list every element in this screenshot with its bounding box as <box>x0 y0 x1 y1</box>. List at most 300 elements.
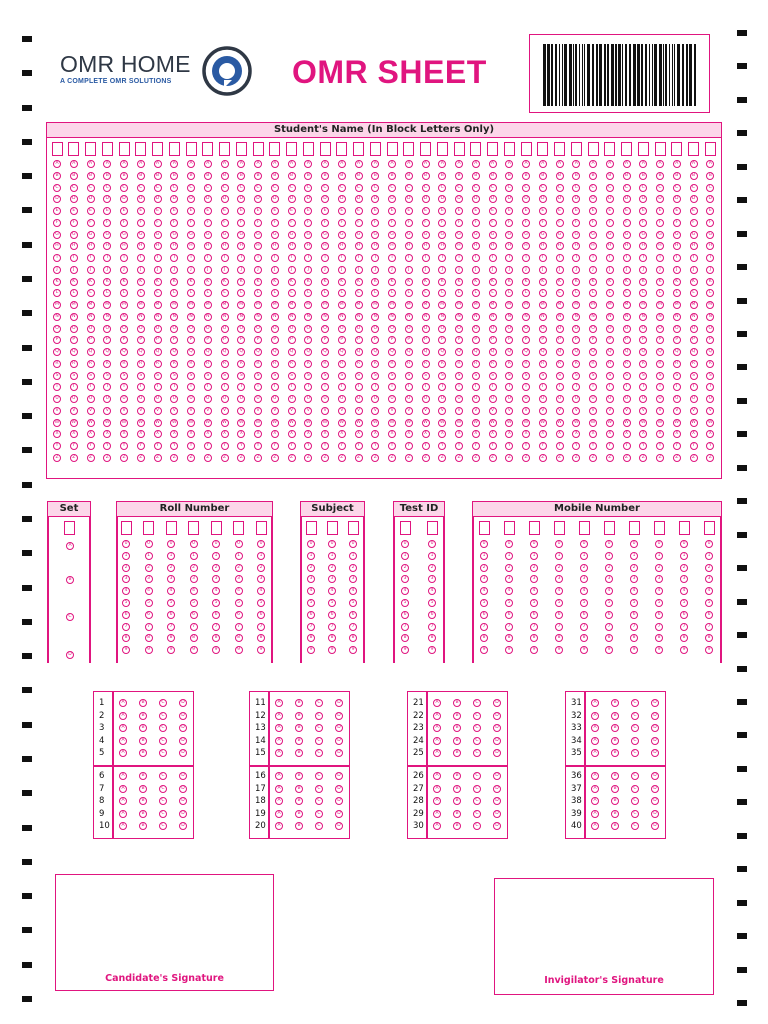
name-bubble-W[interactable]: W <box>255 419 261 425</box>
name-bubble-F[interactable]: F <box>656 219 664 227</box>
name-bubble-O[interactable]: O <box>690 325 698 333</box>
roll-bubble-9[interactable]: 9 <box>212 646 220 654</box>
name-bubble-P[interactable]: P <box>673 336 681 344</box>
answer-bubble-C[interactable]: C <box>473 749 481 757</box>
answer-bubble-A[interactable]: A <box>591 797 599 805</box>
name-bubble-F[interactable]: F <box>388 219 396 227</box>
answer-bubble-B[interactable]: B <box>611 797 619 805</box>
name-bubble-I[interactable]: I <box>53 254 61 262</box>
name-bubble-L[interactable]: L <box>371 289 379 297</box>
name-bubble-F[interactable]: F <box>505 219 513 227</box>
name-bubble-Q[interactable]: Q <box>53 348 61 356</box>
answer-bubble-C[interactable]: C <box>473 712 481 720</box>
name-bubble-R[interactable]: R <box>388 360 396 368</box>
name-bubble-Q[interactable]: Q <box>304 348 312 356</box>
name-bubble-Y[interactable]: Y <box>355 442 363 450</box>
name-bubble-J[interactable]: J <box>405 266 413 274</box>
name-bubble-Q[interactable]: Q <box>539 348 547 356</box>
name-bubble-P[interactable]: P <box>321 336 329 344</box>
mobile-bubble-4[interactable]: 4 <box>580 587 588 595</box>
subject-bubble-9[interactable]: 9 <box>307 646 315 654</box>
name-bubble-B[interactable]: B <box>321 172 329 180</box>
name-bubble-O[interactable]: O <box>288 325 296 333</box>
name-bubble-A[interactable]: A <box>539 160 547 168</box>
subject-bubble-0[interactable]: 0 <box>328 540 336 548</box>
name-bubble-N[interactable]: N <box>254 313 262 321</box>
name-bubble-D[interactable]: D <box>706 195 714 203</box>
name-bubble-I[interactable]: I <box>690 254 698 262</box>
name-bubble-T[interactable]: T <box>706 383 714 391</box>
name-bubble-T[interactable]: T <box>288 383 296 391</box>
name-bubble-V[interactable]: V <box>556 407 564 415</box>
name-bubble-P[interactable]: P <box>556 336 564 344</box>
name-bubble-N[interactable]: N <box>371 313 379 321</box>
name-bubble-F[interactable]: F <box>472 219 480 227</box>
answer-bubble-D[interactable]: D <box>335 772 343 780</box>
name-bubble-P[interactable]: P <box>405 336 413 344</box>
set-bubble-B[interactable]: B <box>66 576 74 584</box>
name-bubble-P[interactable]: P <box>204 336 212 344</box>
name-bubble-P[interactable]: P <box>137 336 145 344</box>
answer-bubble-A[interactable]: A <box>119 737 127 745</box>
name-bubble-N[interactable]: N <box>505 313 513 321</box>
name-bubble-C[interactable]: C <box>606 184 614 192</box>
name-bubble-N[interactable]: N <box>455 313 463 321</box>
name-bubble-F[interactable]: F <box>70 219 78 227</box>
name-bubble-P[interactable]: P <box>706 336 714 344</box>
name-bubble-E[interactable]: E <box>656 207 664 215</box>
answer-bubble-D[interactable]: D <box>651 737 659 745</box>
name-bubble-E[interactable]: E <box>371 207 379 215</box>
name-bubble-W[interactable]: W <box>708 419 713 425</box>
name-bubble-O[interactable]: O <box>472 325 480 333</box>
answer-bubble-A[interactable]: A <box>275 785 283 793</box>
roll-bubble-9[interactable]: 9 <box>145 646 153 654</box>
name-bubble-H[interactable]: H <box>254 242 262 250</box>
name-bubble-I[interactable]: I <box>137 254 145 262</box>
subject-bubble-6[interactable]: 6 <box>328 611 336 619</box>
name-bubble-A[interactable]: A <box>338 160 346 168</box>
name-bubble-D[interactable]: D <box>103 195 111 203</box>
name-bubble-W[interactable]: W <box>456 419 462 425</box>
name-bubble-Z[interactable]: Z <box>606 454 614 462</box>
name-bubble-A[interactable]: A <box>70 160 78 168</box>
answer-bubble-A[interactable]: A <box>433 737 441 745</box>
name-bubble-Q[interactable]: Q <box>271 348 279 356</box>
name-bubble-V[interactable]: V <box>438 407 446 415</box>
name-bubble-V[interactable]: V <box>673 407 681 415</box>
name-bubble-F[interactable]: F <box>606 219 614 227</box>
name-bubble-X[interactable]: X <box>154 430 162 438</box>
name-letter-box[interactable] <box>303 142 314 156</box>
name-bubble-T[interactable]: T <box>70 383 78 391</box>
name-bubble-Q[interactable]: Q <box>355 348 363 356</box>
name-bubble-F[interactable]: F <box>304 219 312 227</box>
name-bubble-A[interactable]: A <box>639 160 647 168</box>
name-bubble-M[interactable]: M <box>271 301 279 309</box>
name-bubble-N[interactable]: N <box>103 313 111 321</box>
name-bubble-F[interactable]: F <box>522 219 530 227</box>
name-bubble-E[interactable]: E <box>556 207 564 215</box>
name-bubble-U[interactable]: U <box>405 395 413 403</box>
name-bubble-T[interactable]: T <box>237 383 245 391</box>
mobile-box[interactable] <box>704 521 715 535</box>
name-bubble-E[interactable]: E <box>237 207 245 215</box>
answer-bubble-C[interactable]: C <box>315 797 323 805</box>
name-bubble-J[interactable]: J <box>288 266 296 274</box>
name-bubble-X[interactable]: X <box>221 430 229 438</box>
name-bubble-B[interactable]: B <box>254 172 262 180</box>
name-bubble-U[interactable]: U <box>606 395 614 403</box>
answer-bubble-C[interactable]: C <box>631 810 639 818</box>
name-bubble-D[interactable]: D <box>505 195 513 203</box>
name-bubble-I[interactable]: I <box>237 254 245 262</box>
name-bubble-G[interactable]: G <box>639 231 647 239</box>
name-bubble-W[interactable]: W <box>71 419 76 425</box>
name-bubble-M[interactable]: M <box>371 301 379 309</box>
name-bubble-M[interactable]: M <box>572 301 580 309</box>
name-bubble-K[interactable]: K <box>170 278 178 286</box>
name-bubble-J[interactable]: J <box>489 266 497 274</box>
name-bubble-Q[interactable]: Q <box>639 348 647 356</box>
name-bubble-K[interactable]: K <box>639 278 647 286</box>
mobile-bubble-9[interactable]: 9 <box>630 646 638 654</box>
name-bubble-X[interactable]: X <box>589 430 597 438</box>
name-bubble-J[interactable]: J <box>237 266 245 274</box>
name-bubble-M[interactable]: M <box>53 301 61 309</box>
mobile-bubble-6[interactable]: 6 <box>605 611 613 619</box>
name-bubble-A[interactable]: A <box>522 160 530 168</box>
name-bubble-X[interactable]: X <box>254 430 262 438</box>
name-bubble-O[interactable]: O <box>455 325 463 333</box>
name-bubble-V[interactable]: V <box>572 407 580 415</box>
answer-bubble-D[interactable]: D <box>179 712 187 720</box>
name-bubble-P[interactable]: P <box>505 336 513 344</box>
name-bubble-E[interactable]: E <box>673 207 681 215</box>
name-bubble-V[interactable]: V <box>170 407 178 415</box>
name-bubble-B[interactable]: B <box>103 172 111 180</box>
name-bubble-X[interactable]: X <box>673 430 681 438</box>
name-bubble-Q[interactable]: Q <box>489 348 497 356</box>
name-letter-box[interactable] <box>286 142 297 156</box>
name-bubble-B[interactable]: B <box>87 172 95 180</box>
name-bubble-S[interactable]: S <box>438 372 446 380</box>
name-bubble-Y[interactable]: Y <box>304 442 312 450</box>
name-letter-box[interactable] <box>253 142 264 156</box>
name-bubble-S[interactable]: S <box>103 372 111 380</box>
subject-bubble-4[interactable]: 4 <box>307 587 315 595</box>
name-bubble-A[interactable]: A <box>304 160 312 168</box>
mobile-bubble-2[interactable]: 2 <box>555 564 563 572</box>
name-bubble-W[interactable]: W <box>423 419 428 425</box>
name-bubble-K[interactable]: K <box>304 278 312 286</box>
name-bubble-K[interactable]: K <box>254 278 262 286</box>
name-bubble-F[interactable]: F <box>690 219 698 227</box>
roll-bubble-1[interactable]: 1 <box>235 552 243 560</box>
name-bubble-Y[interactable]: Y <box>539 442 547 450</box>
name-bubble-R[interactable]: R <box>690 360 698 368</box>
name-bubble-D[interactable]: D <box>623 195 631 203</box>
name-bubble-E[interactable]: E <box>338 207 346 215</box>
mobile-bubble-6[interactable]: 6 <box>680 611 688 619</box>
name-bubble-K[interactable]: K <box>706 278 714 286</box>
name-bubble-C[interactable]: C <box>170 184 178 192</box>
name-bubble-Z[interactable]: Z <box>288 454 296 462</box>
name-bubble-D[interactable]: D <box>673 195 681 203</box>
roll-bubble-9[interactable]: 9 <box>167 646 175 654</box>
name-bubble-D[interactable]: D <box>70 195 78 203</box>
name-bubble-G[interactable]: G <box>572 231 580 239</box>
name-bubble-E[interactable]: E <box>87 207 95 215</box>
name-bubble-P[interactable]: P <box>388 336 396 344</box>
name-bubble-M[interactable]: M <box>288 301 296 309</box>
mobile-bubble-3[interactable]: 3 <box>605 575 613 583</box>
roll-bubble-2[interactable]: 2 <box>145 564 153 572</box>
name-bubble-U[interactable]: U <box>254 395 262 403</box>
name-bubble-F[interactable]: F <box>103 219 111 227</box>
name-letter-box[interactable] <box>336 142 347 156</box>
name-bubble-W[interactable]: W <box>121 419 127 425</box>
name-bubble-A[interactable]: A <box>103 160 111 168</box>
name-bubble-N[interactable]: N <box>706 313 714 321</box>
name-bubble-W[interactable]: W <box>88 419 93 425</box>
name-letter-box[interactable] <box>588 142 599 156</box>
name-bubble-V[interactable]: V <box>539 407 547 415</box>
name-bubble-L[interactable]: L <box>288 289 296 297</box>
name-bubble-L[interactable]: L <box>673 289 681 297</box>
roll-bubble-7[interactable]: 7 <box>257 623 265 631</box>
mobile-bubble-8[interactable]: 8 <box>605 634 613 642</box>
name-bubble-N[interactable]: N <box>137 313 145 321</box>
mobile-bubble-3[interactable]: 3 <box>530 575 538 583</box>
answer-bubble-A[interactable]: A <box>591 712 599 720</box>
mobile-bubble-4[interactable]: 4 <box>505 587 513 595</box>
name-bubble-S[interactable]: S <box>489 372 497 380</box>
name-bubble-C[interactable]: C <box>405 184 413 192</box>
name-bubble-Z[interactable]: Z <box>70 454 78 462</box>
name-bubble-F[interactable]: F <box>254 219 262 227</box>
name-bubble-Z[interactable]: Z <box>355 454 363 462</box>
name-bubble-C[interactable]: C <box>438 184 446 192</box>
name-bubble-E[interactable]: E <box>572 207 580 215</box>
roll-bubble-1[interactable]: 1 <box>167 552 175 560</box>
name-bubble-Z[interactable]: Z <box>438 454 446 462</box>
name-bubble-F[interactable]: F <box>53 219 61 227</box>
name-bubble-V[interactable]: V <box>137 407 145 415</box>
subject-bubble-3[interactable]: 3 <box>307 575 315 583</box>
name-bubble-U[interactable]: U <box>304 395 312 403</box>
name-bubble-A[interactable]: A <box>87 160 95 168</box>
name-bubble-P[interactable]: P <box>53 336 61 344</box>
mobile-bubble-4[interactable]: 4 <box>605 587 613 595</box>
name-bubble-E[interactable]: E <box>505 207 513 215</box>
name-letter-box[interactable] <box>470 142 481 156</box>
roll-bubble-5[interactable]: 5 <box>212 599 220 607</box>
name-bubble-X[interactable]: X <box>237 430 245 438</box>
mobile-bubble-0[interactable]: 0 <box>680 540 688 548</box>
answer-bubble-B[interactable]: B <box>139 810 147 818</box>
name-bubble-Q[interactable]: Q <box>572 348 580 356</box>
name-bubble-D[interactable]: D <box>204 195 212 203</box>
name-bubble-T[interactable]: T <box>321 383 329 391</box>
name-bubble-L[interactable]: L <box>706 289 714 297</box>
answer-bubble-A[interactable]: A <box>119 785 127 793</box>
name-bubble-H[interactable]: H <box>572 242 580 250</box>
name-bubble-Z[interactable]: Z <box>271 454 279 462</box>
name-bubble-G[interactable]: G <box>489 231 497 239</box>
name-bubble-L[interactable]: L <box>187 289 195 297</box>
name-bubble-U[interactable]: U <box>355 395 363 403</box>
name-bubble-F[interactable]: F <box>137 219 145 227</box>
answer-bubble-B[interactable]: B <box>453 772 461 780</box>
name-bubble-C[interactable]: C <box>154 184 162 192</box>
mobile-bubble-3[interactable]: 3 <box>705 575 713 583</box>
name-bubble-B[interactable]: B <box>355 172 363 180</box>
name-bubble-R[interactable]: R <box>221 360 229 368</box>
name-bubble-S[interactable]: S <box>204 372 212 380</box>
answer-bubble-B[interactable]: B <box>139 724 147 732</box>
roll-bubble-6[interactable]: 6 <box>257 611 265 619</box>
name-bubble-U[interactable]: U <box>472 395 480 403</box>
name-bubble-Z[interactable]: Z <box>522 454 530 462</box>
name-bubble-K[interactable]: K <box>673 278 681 286</box>
subject-bubble-7[interactable]: 7 <box>349 623 357 631</box>
name-bubble-P[interactable]: P <box>455 336 463 344</box>
roll-bubble-3[interactable]: 3 <box>145 575 153 583</box>
name-bubble-V[interactable]: V <box>455 407 463 415</box>
name-bubble-Z[interactable]: Z <box>154 454 162 462</box>
name-bubble-N[interactable]: N <box>589 313 597 321</box>
roll-box[interactable] <box>188 521 199 535</box>
name-bubble-D[interactable]: D <box>53 195 61 203</box>
answer-bubble-A[interactable]: A <box>433 797 441 805</box>
name-bubble-Y[interactable]: Y <box>103 442 111 450</box>
name-bubble-U[interactable]: U <box>137 395 145 403</box>
name-bubble-Q[interactable]: Q <box>371 348 379 356</box>
name-bubble-J[interactable]: J <box>572 266 580 274</box>
name-bubble-K[interactable]: K <box>204 278 212 286</box>
name-bubble-P[interactable]: P <box>371 336 379 344</box>
name-bubble-V[interactable]: V <box>706 407 714 415</box>
name-bubble-K[interactable]: K <box>321 278 329 286</box>
name-bubble-B[interactable]: B <box>53 172 61 180</box>
name-bubble-V[interactable]: V <box>204 407 212 415</box>
name-bubble-B[interactable]: B <box>556 172 564 180</box>
name-bubble-T[interactable]: T <box>338 383 346 391</box>
name-bubble-F[interactable]: F <box>489 219 497 227</box>
name-bubble-Z[interactable]: Z <box>120 454 128 462</box>
name-bubble-H[interactable]: H <box>706 242 714 250</box>
roll-bubble-5[interactable]: 5 <box>145 599 153 607</box>
answer-bubble-C[interactable]: C <box>631 749 639 757</box>
name-bubble-R[interactable]: R <box>271 360 279 368</box>
name-bubble-D[interactable]: D <box>87 195 95 203</box>
name-bubble-R[interactable]: R <box>673 360 681 368</box>
name-bubble-V[interactable]: V <box>355 407 363 415</box>
name-bubble-K[interactable]: K <box>589 278 597 286</box>
name-bubble-V[interactable]: V <box>589 407 597 415</box>
name-bubble-T[interactable]: T <box>522 383 530 391</box>
roll-bubble-0[interactable]: 0 <box>122 540 130 548</box>
name-bubble-K[interactable]: K <box>288 278 296 286</box>
name-bubble-X[interactable]: X <box>338 430 346 438</box>
name-bubble-O[interactable]: O <box>103 325 111 333</box>
name-bubble-U[interactable]: U <box>422 395 430 403</box>
answer-bubble-B[interactable]: B <box>611 737 619 745</box>
name-bubble-U[interactable]: U <box>53 395 61 403</box>
roll-bubble-1[interactable]: 1 <box>257 552 265 560</box>
name-bubble-G[interactable]: G <box>690 231 698 239</box>
test-id-bubble-5[interactable]: 5 <box>401 599 409 607</box>
name-bubble-K[interactable]: K <box>87 278 95 286</box>
roll-bubble-2[interactable]: 2 <box>190 564 198 572</box>
name-bubble-G[interactable]: G <box>606 231 614 239</box>
roll-box[interactable] <box>121 521 132 535</box>
answer-bubble-C[interactable]: C <box>315 749 323 757</box>
name-bubble-N[interactable]: N <box>288 313 296 321</box>
answer-bubble-D[interactable]: D <box>179 785 187 793</box>
name-bubble-X[interactable]: X <box>271 430 279 438</box>
name-bubble-U[interactable]: U <box>656 395 664 403</box>
answer-bubble-B[interactable]: B <box>453 737 461 745</box>
name-bubble-P[interactable]: P <box>120 336 128 344</box>
name-bubble-W[interactable]: W <box>188 419 194 425</box>
name-letter-box[interactable] <box>169 142 180 156</box>
name-bubble-C[interactable]: C <box>623 184 631 192</box>
answer-bubble-B[interactable]: B <box>611 810 619 818</box>
name-bubble-U[interactable]: U <box>154 395 162 403</box>
name-bubble-J[interactable]: J <box>455 266 463 274</box>
name-bubble-H[interactable]: H <box>606 242 614 250</box>
name-bubble-V[interactable]: V <box>288 407 296 415</box>
subject-bubble-0[interactable]: 0 <box>307 540 315 548</box>
name-bubble-E[interactable]: E <box>120 207 128 215</box>
name-bubble-O[interactable]: O <box>304 325 312 333</box>
answer-bubble-C[interactable]: C <box>159 699 167 707</box>
name-bubble-F[interactable]: F <box>338 219 346 227</box>
name-bubble-B[interactable]: B <box>204 172 212 180</box>
name-bubble-B[interactable]: B <box>338 172 346 180</box>
roll-bubble-5[interactable]: 5 <box>235 599 243 607</box>
mobile-bubble-2[interactable]: 2 <box>530 564 538 572</box>
roll-bubble-4[interactable]: 4 <box>145 587 153 595</box>
answer-bubble-B[interactable]: B <box>453 822 461 830</box>
name-bubble-D[interactable]: D <box>639 195 647 203</box>
name-letter-box[interactable] <box>537 142 548 156</box>
answer-bubble-D[interactable]: D <box>493 797 501 805</box>
name-bubble-R[interactable]: R <box>70 360 78 368</box>
name-bubble-Y[interactable]: Y <box>422 442 430 450</box>
name-bubble-F[interactable]: F <box>673 219 681 227</box>
name-letter-box[interactable] <box>638 142 649 156</box>
name-bubble-K[interactable]: K <box>623 278 631 286</box>
name-bubble-B[interactable]: B <box>505 172 513 180</box>
mobile-bubble-6[interactable]: 6 <box>655 611 663 619</box>
mobile-bubble-3[interactable]: 3 <box>680 575 688 583</box>
name-bubble-R[interactable]: R <box>204 360 212 368</box>
roll-bubble-8[interactable]: 8 <box>122 634 130 642</box>
mobile-bubble-2[interactable]: 2 <box>655 564 663 572</box>
name-bubble-U[interactable]: U <box>539 395 547 403</box>
name-bubble-M[interactable]: M <box>137 301 145 309</box>
name-bubble-O[interactable]: O <box>572 325 580 333</box>
name-bubble-L[interactable]: L <box>556 289 564 297</box>
name-bubble-X[interactable]: X <box>690 430 698 438</box>
name-bubble-B[interactable]: B <box>137 172 145 180</box>
name-bubble-L[interactable]: L <box>321 289 329 297</box>
roll-box[interactable] <box>166 521 177 535</box>
name-bubble-X[interactable]: X <box>53 430 61 438</box>
